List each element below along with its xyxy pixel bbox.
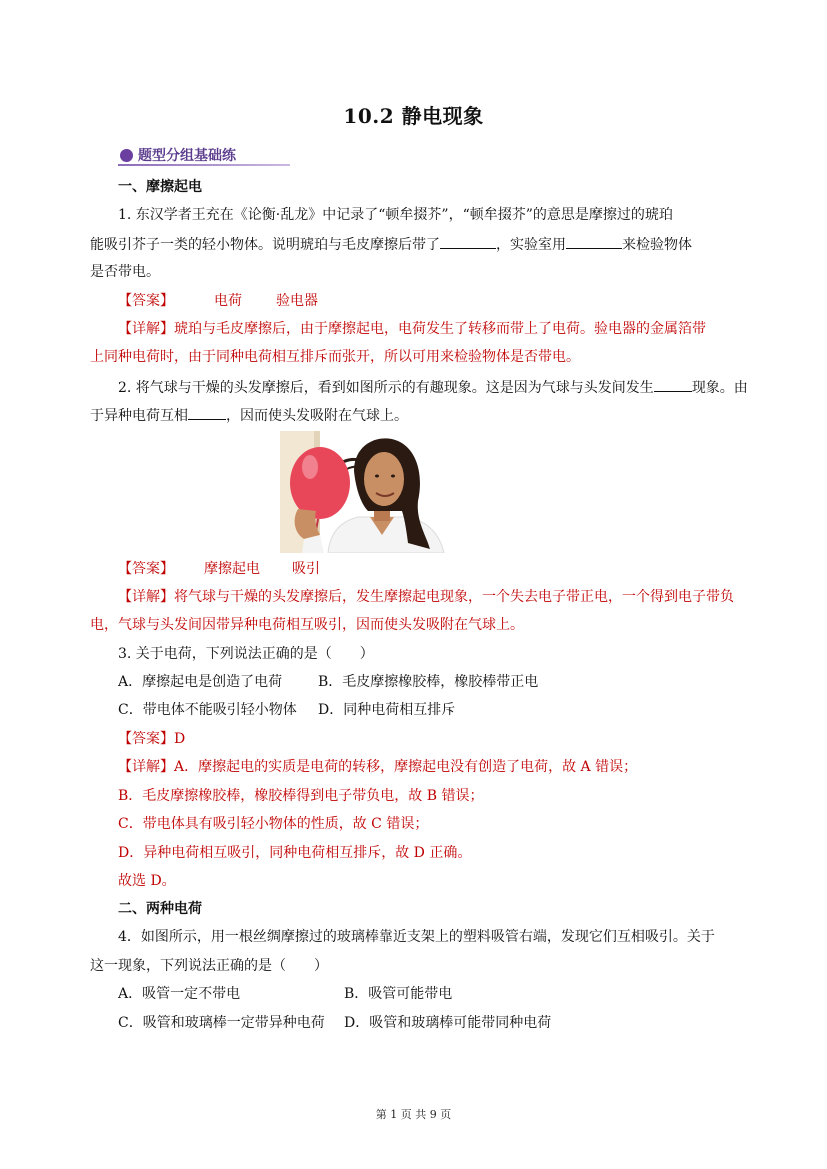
q2-line-1 [118,377,748,398]
q4-line-1: 4．如图所示，用一根丝绸摩擦过的玻璃棒靠近支架上的塑料吸管右端，发现它们互相吸引。关于 [118,929,715,945]
q3-option-d: D．同种电荷相互排斥 [318,702,456,718]
q3-answer: 【答案】D [118,731,186,747]
balloon-hair-illustration [258,431,482,553]
q3-option-b: B．毛皮摩擦橡胶棒，橡胶棒带正电 [318,674,539,690]
q1-detail-label: 【详解】 [118,321,174,337]
q4-option-a: A．吸管一定不带电 [118,986,241,1002]
q2-answer [118,559,320,579]
q2-answer-label: 【答案】 [118,561,174,577]
q2-detail-2: 电，气球与头发间因带异种电荷相互吸引，因而使头发吸附在气球上。 [90,617,524,633]
banner-underline [118,164,290,166]
q1-answer [118,291,318,311]
q3-option-c: C．带电体不能吸引轻小物体 [118,702,297,718]
q1-detail-2: 上同种电荷时，由于同种电荷相互排斥而张开，所以可用来检验物体是否带电。 [90,349,580,365]
q1-detail-1 [118,319,706,339]
banner-text: 题型分组基础练 [138,148,236,164]
q4-option-d: D．吸管和玻璃棒可能带同种电荷 [344,1015,552,1031]
q4-option-c: C．吸管和玻璃棒一定带异种电荷 [118,1015,325,1031]
q2-detail-1 [118,587,734,607]
bullet-circle-icon [120,149,133,162]
q1-answer-1: 电荷 [214,293,242,309]
q2-detail-label: 【详解】 [118,589,174,605]
section-heading-1: 一、摩擦起电 [118,179,202,195]
q2-detail-text-1: 将气球与干燥的头发摩擦后，发生摩擦起电现象，一个失去电子带正电，一个得到电子带负 [174,589,734,605]
q3-option-a: A．摩擦起电是创造了电荷 [118,674,283,690]
q1-text-c: 来检验物体 [622,237,692,253]
q2-text-b: 现象。由 [691,380,748,396]
q1-text-b: ，实验室用 [496,237,566,253]
q3-detail-label: 【详解】 [118,759,174,775]
q1-blank-1 [440,234,496,249]
q1-line-1: 1. 东汉学者王充在《论衡·乱龙》中记录了“顿牟掇芥”，“顿牟掇芥”的意思是摩擦过的琥珀 [118,207,673,223]
section-banner [118,144,290,166]
q2-blank-1 [654,377,692,392]
q3-stem: 3. 关于电荷，下列说法正确的是（ ） [118,646,374,662]
q1-detail-text-1: 琥珀与毛皮摩擦后，由于摩擦起电，电荷发生了转移而带上了电荷。验电器的金属箔带 [174,321,706,337]
q1-answer-label: 【答案】 [118,293,174,309]
q3-detail-c: C．带电体具有吸引轻小物体的性质，故 C 错误； [118,816,429,832]
q3-detail-text-a: A．摩擦起电的实质是电荷的转移，摩擦起电没有创造了电荷，故 A 错误； [174,759,638,775]
q3-detail-d: D．异种电荷相互吸引，同种电荷相互排斥，故 D 正确。 [118,845,472,861]
girl-balloon-photo [258,431,482,553]
q1-blank-2 [566,234,622,249]
balloon [290,447,350,519]
q1-line-2 [90,234,692,255]
page-title: 10.2 静电现象 [343,104,484,128]
q4-line-2: 这一现象，下列说法正确的是（ ） [90,958,328,974]
q2-answer-2: 吸引 [292,561,320,577]
section-heading-2: 二、两种电荷 [118,901,202,917]
q3-detail-b: B．毛皮摩擦橡胶棒，橡胶棒得到电子带负电，故 B 错误； [118,788,484,804]
q2-text-c: 于异种电荷互相 [90,408,188,424]
q3-detail-a [118,757,637,777]
q4-option-b: B．吸管可能带电 [344,986,453,1002]
q2-blank-2 [188,405,226,420]
q1-answer-2: 验电器 [276,293,318,309]
q2-line-2 [90,405,408,426]
q1-line-3: 是否带电。 [90,264,160,280]
q1-text-a: 能吸引芥子一类的轻小物体。说明琥珀与毛皮摩擦后带了 [90,237,440,253]
q2-text-d: ，因而使头发吸附在气球上。 [226,408,408,424]
q2-text-a: 2. 将气球与干燥的头发摩擦后，看到如图所示的有趣现象。这是因为气球与头发间发生 [118,380,654,396]
q2-answer-1: 摩擦起电 [204,561,260,577]
q3-conclusion: 故选 D。 [118,873,176,889]
page-footer: 第 1 页 共 9 页 [375,1108,452,1121]
